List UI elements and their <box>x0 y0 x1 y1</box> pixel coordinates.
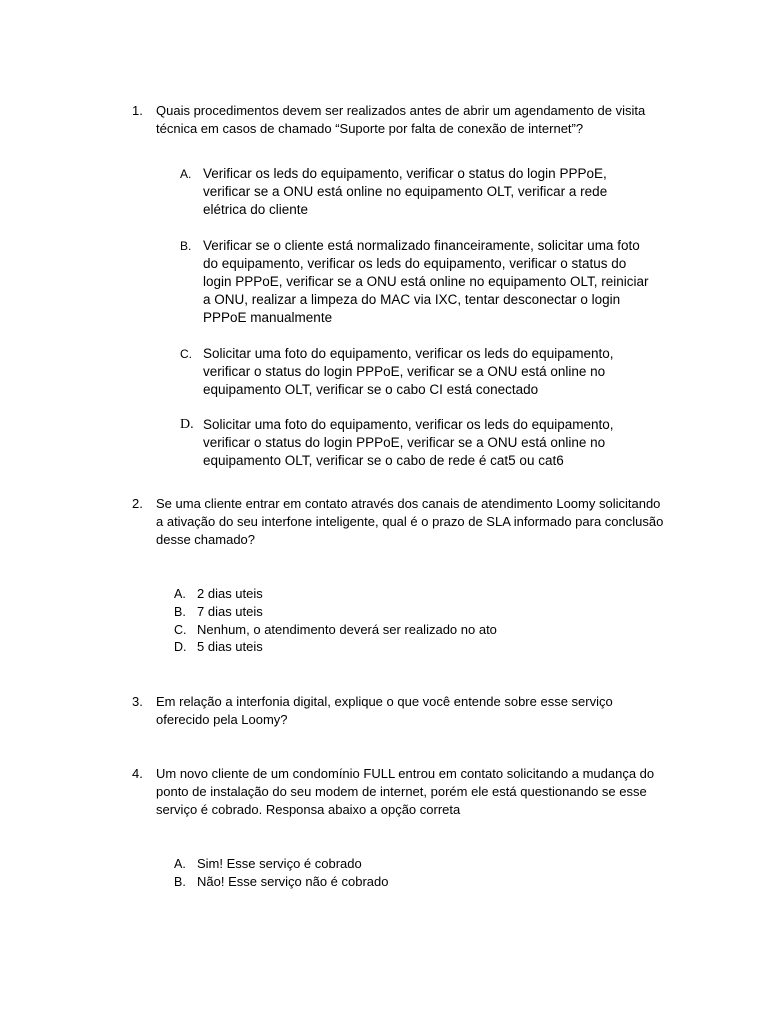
question-number: 2. <box>132 496 143 511</box>
option-text: 5 dias uteis <box>197 639 263 654</box>
question-text: Quais procedimentos devem ser realizados antes de abrir um agendamento de visita técnica em casos de chamado “Suporte por falta de conexão de internet”? <box>156 103 646 136</box>
question-text: Se uma cliente entrar em contato através dos canais de atendimento Loomy solicitando a ativação do seu interfone inteligente, qual é o prazo de SLA informado para conclusão desse chamado? <box>156 496 664 547</box>
option-2c <box>0 621 768 639</box>
option-4a <box>0 855 768 873</box>
option-label: D. <box>180 417 194 432</box>
option-label: B. <box>174 605 186 619</box>
question-text: Um novo cliente de um condomínio FULL entrou em contato solicitando a mudança do ponto de instalação do seu modem de internet, porém ele está questionando se esse serviço é cobrado. Responsa abaixo a opção correta <box>156 766 655 817</box>
option-label: C. <box>180 347 192 361</box>
option-text: Sim! Esse serviço é cobrado <box>197 856 362 871</box>
option-label: D. <box>174 640 187 654</box>
question-number: 3. <box>132 694 143 709</box>
option-text: Solicitar uma foto do equipamento, verificar os leds do equipamento, verificar o status do login PPPoE, verificar se a ONU está online no equipamento OLT, verificar se o cabo CI está conectado <box>203 346 614 397</box>
option-label: C. <box>174 623 187 637</box>
question-number: 1. <box>132 103 143 118</box>
question-text: Em relação a interfonia digital, explique o que você entende sobre esse serviço oferecido pela Loomy? <box>156 694 613 727</box>
option-4b <box>0 873 768 891</box>
option-label: A. <box>174 857 186 871</box>
option-text: Não! Esse serviço não é cobrado <box>197 874 389 889</box>
option-text: 2 dias uteis <box>197 586 263 601</box>
option-2b <box>0 603 768 621</box>
option-text: 7 dias uteis <box>197 604 263 619</box>
option-text: Verificar se o cliente está normalizado financeiramente, solicitar uma foto do equipamento, verificar os leds do equipamento, verificar o status do login PPPoE, verificar se a ONU está online no equipamento OLT, reiniciar a ONU, realizar a limpeza do MAC via IXC, tentar desconectar o login PPPoE manualmente <box>203 238 649 325</box>
option-label: A. <box>174 587 186 601</box>
option-2a <box>0 585 768 603</box>
option-2d <box>0 638 768 656</box>
option-text: Verificar os leds do equipamento, verificar o status do login PPPoE, verificar se a ONU está online no equipamento OLT, verificar a rede elétrica do cliente <box>203 166 608 217</box>
option-label: B. <box>180 239 192 253</box>
option-label: A. <box>180 167 192 181</box>
option-text: Nenhum, o atendimento deverá ser realizado no ato <box>197 622 497 637</box>
option-label: B. <box>174 875 186 889</box>
option-text: Solicitar uma foto do equipamento, verificar os leds do equipamento, verificar o status do login PPPoE, verificar se a ONU está online no equipamento OLT, verificar se o cabo de rede é cat5 ou cat6 <box>203 417 614 468</box>
question-number: 4. <box>132 766 143 781</box>
